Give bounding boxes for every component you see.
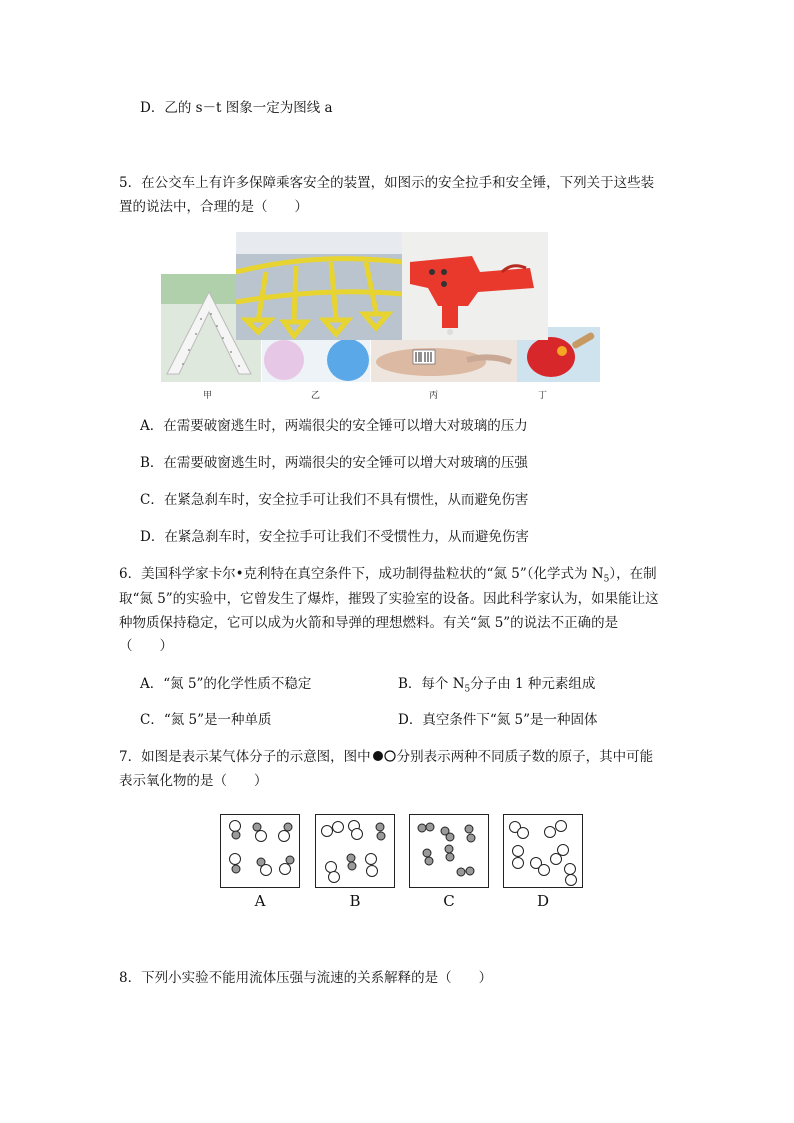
- box-label-d: D: [536, 892, 550, 910]
- caption-bing: 丙: [429, 391, 439, 401]
- caption-jia: 甲: [203, 391, 213, 401]
- photo-bing: [371, 340, 517, 382]
- q5-stem-line2: 置的说法中，合理的是（ ）: [119, 199, 308, 215]
- q5-option-d: D．在紧急刹车时，安全拉手可让我们不受惯性力，从而避免伤害: [140, 529, 529, 545]
- box-label-a: A: [254, 892, 266, 910]
- q5-option-a: A．在需要破窗逃生时，两端很尖的安全锤可以增大对玻璃的压力: [140, 418, 528, 434]
- q6-option-b: B．每个 $N_5$分子由 1 种元素组成: [398, 676, 596, 695]
- q6-option-a: A．“氮 5”的化学性质不稳定: [140, 676, 312, 692]
- q6-stem-line4: （ ）: [119, 638, 173, 654]
- box-label-b: B: [349, 892, 361, 910]
- q5-stem-line1: 5．在公交车上有许多保障乘客安全的装置，如图示的安全拉手和安全锤，下列关于这些装: [119, 175, 655, 191]
- q6-stem-line2: 取“氮 5”的实验中，它曾发生了爆炸，摧毁了实验室的设备。因此科学家认为，如果能让这: [119, 591, 659, 607]
- molecule-box-d: [503, 814, 583, 888]
- molecule-box-b: [315, 814, 395, 888]
- photo-bus-handles: [236, 232, 402, 340]
- atom-legend-icon: [372, 750, 396, 762]
- q6-option-c: C．“氮 5”是一种单质: [140, 712, 272, 728]
- box-label-c: C: [443, 892, 455, 910]
- q7-stem-line1: 7．如图是表示某气体分子的示意图，图中 分别表示两种不同质子数的原子，其中可能: [119, 749, 654, 765]
- q6-option-d: D．真空条件下“氮 5”是一种固体: [398, 712, 598, 728]
- photo-safety-hammer: [402, 232, 548, 340]
- q8-stem: 8．下列小实验不能用流体压强与流速的关系解释的是（ ）: [119, 970, 493, 986]
- molecule-box-a: [220, 814, 300, 888]
- caption-yi: 乙: [311, 391, 321, 401]
- q6-stem-line1: 6．美国科学家卡尔•克利特在真空条件下，成功制得盐粒状的“氮 5”（化学式为 $N_5$），在制: [119, 566, 657, 585]
- q5-option-c: C．在紧急刹车时，安全拉手可让我们不具有惯性，从而避免伤害: [140, 492, 529, 508]
- q7-stem-line2: 表示氧化物的是（ ）: [119, 773, 268, 789]
- caption-ding: 丁: [538, 391, 548, 401]
- photo-yi: [262, 340, 370, 382]
- molecule-box-c: [409, 814, 489, 888]
- q4-option-d: D．乙的 s－t 图象一定为图线 a: [140, 100, 333, 116]
- q5-option-b: B．在需要破窗逃生时，两端很尖的安全锤可以增大对玻璃的压强: [140, 455, 528, 471]
- q6-stem-line3: 种物质保持稳定，它可以成为火箭和导弹的理想燃料。有关“氮 5”的说法不正确的是: [119, 615, 619, 631]
